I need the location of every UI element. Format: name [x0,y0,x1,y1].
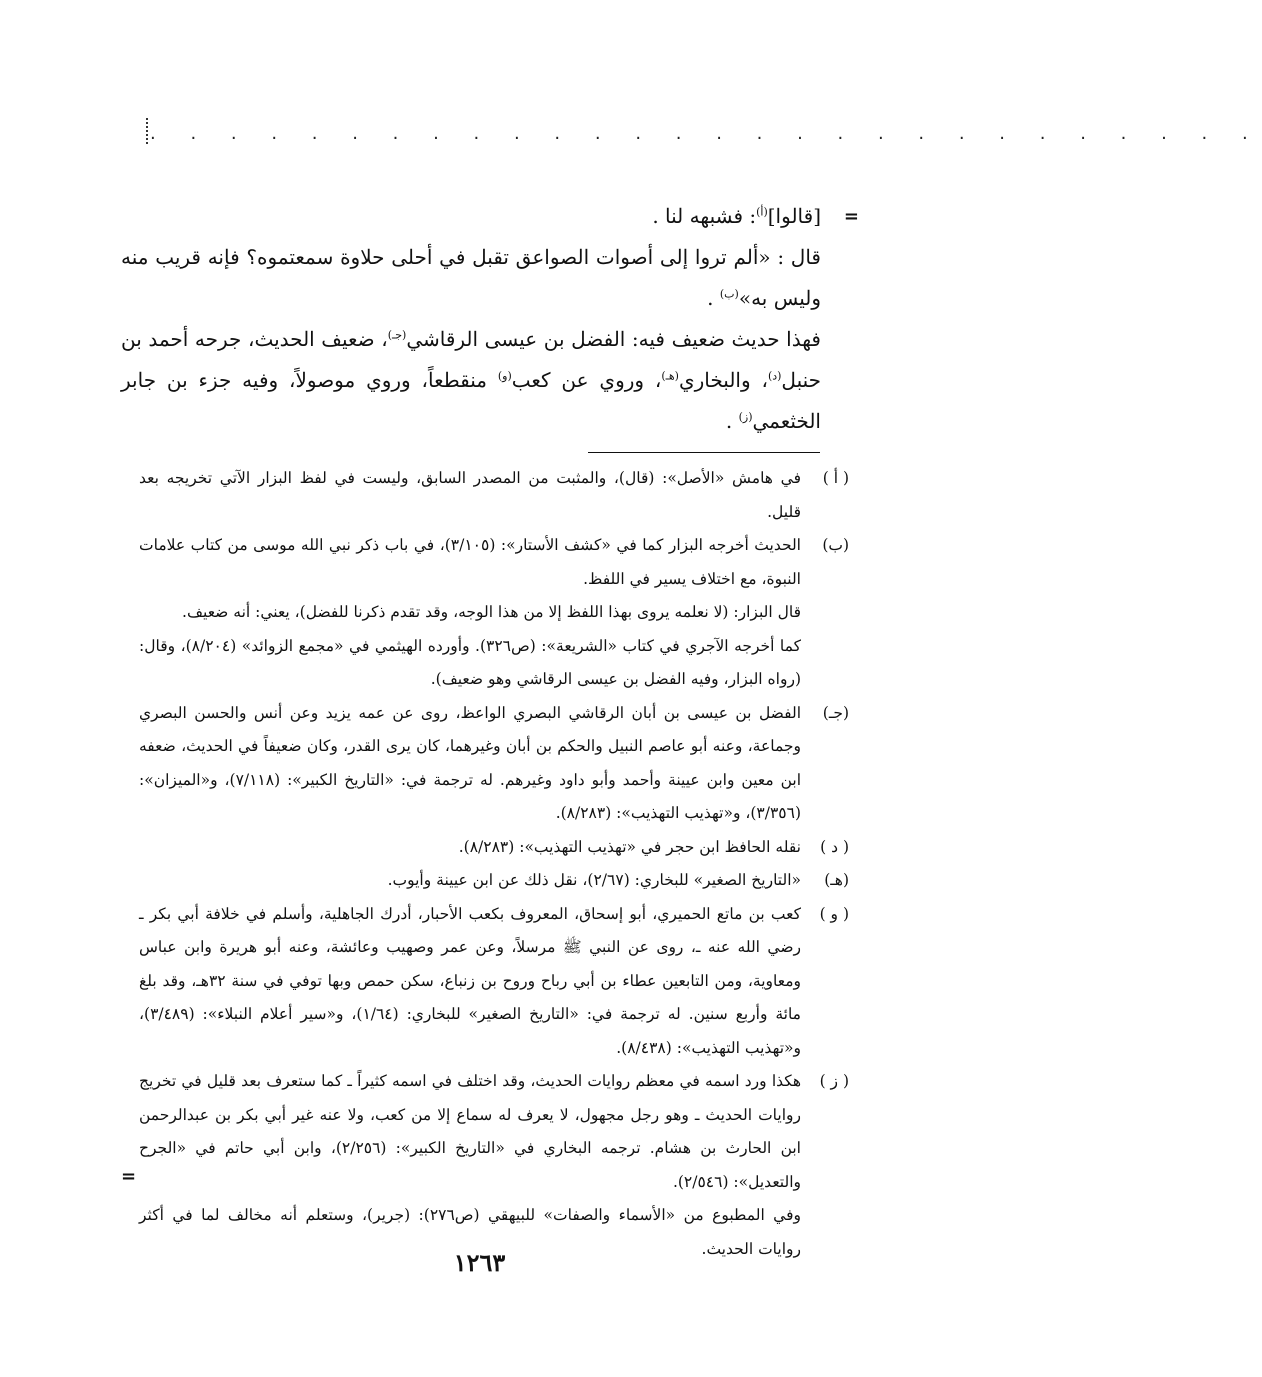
footnote-ref-w: (و) [497,369,512,383]
footnote-b [139,529,849,697]
footnote-separator [588,452,820,453]
footnote-ref-j: (جـ) [387,328,407,342]
main-text [121,196,821,442]
footnote-label: (جـ) [822,703,849,722]
footnote-a [139,462,849,529]
footnote-text: قال البزار: (لا نعلمه يروى بهذا اللفظ إلا من هذا الوجه، وقد تقدم ذكرنا للفضل)، يعني: أنه ضعيف. [182,603,801,621]
continuation-marker-top: = [843,206,859,227]
footnote-text: الفضل بن عيسى بن أبان الرقاشي البصري الواعظ، روى عن عمه يزيد وعن أنس والحسن البصري وجماعة، وعنه أبو عاصم النبيل والحكم بن أبان وغيرهما، كان يرى القدر، وكان ضعيفاً في الحديث، ضعفه ابن معين وابن عيينة وأحمد وأبو داود وغيرهم. له ترجمة في: «التاريخ الكبير»: (٧/١١٨)، و«الميزان»: (٣/٣٥٦)، و«تهذيب التهذيب»: (٨/٢٨٣). [139,703,801,822]
footnote-text: هكذا ورد اسمه في معظم روايات الحديث، وقد اختلف في اسمه كثيراً ـ كما ستعرف بعد قليل في تخريج روايات الحديث ـ وهو رجل مجهول، لا يعرف له سماع إلا من كعب، ولا عنه غير أبي بكر بن عبدالرحمن ابن الحارث بن هشام. ترجمه البخاري في «التاريخ الكبير»: (٢/٢٥٦)، وابن أبي حاتم في «الجرح والتعديل»: (٢/٥٤٦). [139,1072,801,1191]
footnote-label: ( أ ) [822,469,849,487]
header-dotted-line: · · · · · · · · · · · · · · · · · · · · · · · · · · · · [150,128,1262,149]
footnote-text: كعب بن ماتع الحميري، أبو إسحاق، المعروف بكعب الأحبار، أدرك الجاهلية، وأسلم في خلافة أبي بكر ـ رضي الله عنه ـ، روى عن النبي ﷺ مرسلاً، وعن عمر وصهيب وعائشة، وعنه أبو هريرة وابن عباس ومعاوية، ومن التابعين عطاء بن أبي رباح وروح بن زنباع، سكن حمص وبها توفي في سنة ٣٢هـ، وقد بلغ مائة وأربع سنين. له ترجمة في: «التاريخ الصغير» للبخاري: (١/٦٤)، و«سير أعلام النبلاء»: (٣/٤٨٩)، و«تهذيب التهذيب»: (٨/٤٣٨). [139,904,802,1057]
footnote-w [139,898,849,1066]
footnote-z [139,1065,849,1266]
footnote-text: نقله الحافظ ابن حجر في «تهذيب التهذيب»: (٨/٢٨٣). [458,837,801,856]
footnote-h [139,864,849,898]
footnote-label: ( و ) [819,904,849,923]
continuation-marker-bottom: = [121,1166,137,1187]
footnote-ref-h: (هـ) [661,369,679,383]
main-line-2: قال : «ألم تروا إلى أصوات الصواعق تقبل في أحلى حلاوة سمعتموه؟ فإنه قريب منه وليس به»$^{(ب)}$ . [121,245,821,310]
footnote-text: في هامش «الأصل»: (قال)، والمثبت من المصدر السابق، وليست في لفظ البزار الآتي تخريجه بعد قليل. [139,469,801,521]
footnote-label: (هـ) [824,871,849,889]
footnote-ref-b: (ب) [719,287,739,301]
footnote-ref-z: (ز) [738,410,753,424]
footnote-text: كما أخرجه الآجري في كتاب «الشريعة»: (ص٣٢٦). وأورده الهيثمي في «مجمع الزوائد» (٨/٢٠٤)، وقال: (رواه البزار، وفيه الفضل بن عيسى الرقاشي وهو ضعيف). [139,636,801,688]
page-number: ١٢٦٣ [453,1248,506,1277]
footnote-text: وفي المطبوع من «الأسماء والصفات» للبيهقي (ص٢٧٦): (جرير)، وستعلم أنه مخالف لما في أكثر روايات الحديث. [139,1206,801,1258]
footnote-label: (ب) [822,536,849,554]
footnote-text: «التاريخ الصغير» للبخاري: (٢/٦٧)، نقل ذلك عن ابن عيينة وأيوب. [387,871,801,889]
main-paragraph-2: فهذا حديث ضعيف فيه: الفضل بن عيسى الرقاشي$^{(جـ)}$، ضعيف الحديث، جرحه أحمد بن حنبل$^{(د)}$، والبخاري$^{(هـ)}$، وروي عن كعب$^{(و)}$ منقطعاً، وروي موصولاً، وفيه جزء بن جابر الخثعمي$^{(ز)}$ . [121,327,822,433]
footnote-ref-d: (د) [767,369,782,383]
footnote-ref-a: (أ) [756,205,768,219]
footnote-label: ( د ) [820,837,849,856]
footnote-text: الحديث أخرجه البزار كما في «كشف الأستار»: (٣/١٠٥)، في باب ذكر نبي الله موسى من كتاب علامات النبوة، مع اختلاف يسير في اللفظ. [139,536,801,588]
footnote-j [139,697,849,831]
footnote-d [139,831,849,865]
footnotes [139,462,849,1266]
main-line-1: [قالوا]$^{(أ)}$: فشبهه لنا . [652,204,821,228]
footnote-label: ( ز ) [819,1072,849,1090]
